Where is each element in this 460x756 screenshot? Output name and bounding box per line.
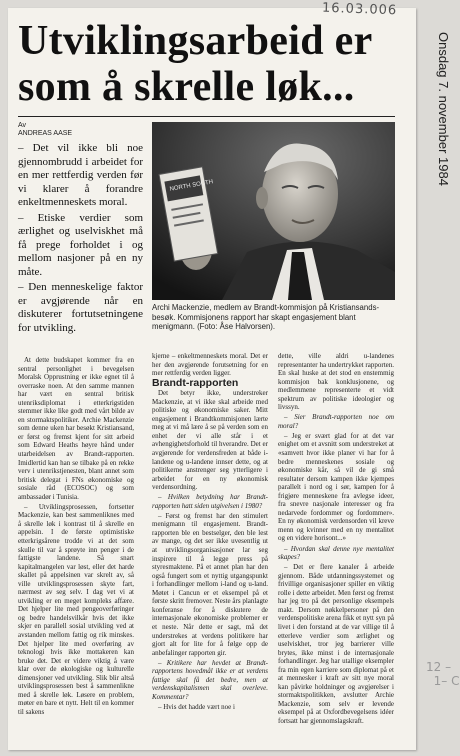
body-paragraph: Det betyr ikke, understreker Mackenzie, at vi ikke skal arbeide med politiske og økonomiske saker. Mitt engasjement i Brandtkommisjonen lærte meg at vi må lære å se på verden som en enhet der vi alle står i et avhengighetsforhold til hverandre. Det er avgjørende for verdensfreden at både i-landene og u-landene innser dette, og at politikerne anstrenger seg ytterligere i arbeidet for en ny økonomisk verdensordning. [152,389,268,492]
interview-question: – Hvordan skal denne nye mentalitet skapes? [278,544,394,562]
publication-date: Onsdag 7. november 1984 [436,32,451,186]
headline: Utviklingsarbeid er som å skrelle løk... [18,18,372,110]
body-paragraph: – Først og fremst har den stimulert menigmann til engasjement. Brandt-rapporten ble en bestselger, den ble lest av mange, og det ser ikke uvesentlig ut at utviklingsorganisasjoner lar seg inspirere til å legge press på styresmaktene. På et annet plan har den også fungert som et nyttig utgangspunkt i forhandlinger mellom i-land og u-land. Møtet i Cancun er et eksempel på et første skritt fremover. Neste års planlagte konferanse for å diskutere de internasjonale økonomiske problemer er et neste. Når dette er sagt, må det understrekes at verdens politikere har gjort alt for lite for å følge opp de anbefalinger rapporten gir. [152,511,268,657]
body-paragraph: At dette budskapet kommer fra en sentral personlighet i bevegelsen Moralsk Opprustning er ikke egnet til å overraske noen. At den samme mannen har vært en sentral britisk utenriksdiplomat i etterkrigstiden stemmer ikke like godt med vårt bilde av en stormaktspolitiker. Archie Mackenzie som denne uken har besøkt Kristiansand, er først og fremst kjent for sitt arbeid som Edward Heaths høyre hånd under utarbeidelsen av Brandt-rapporten. Imidlertid kan han se tilbake på en rekke verv i utenrikstjenesten, blant annet som britisk delegat i FNs økonomiske og sosiale råd (ECOSOC) og som ambassadør i Tunisia. [18,356,134,501]
interview-question: – Kritikere har hevdet at Brandt-rapportens hovedmål ikke er at verdens fattige skal få det bedre, men at verdenskapitalismen skal overleve. Kommentar? [152,658,268,701]
article-column-1 [18,356,134,720]
body-paragraph: kjerne – enkeltmenneskets moral. Det er her den avgjørende forutsetning for en mer rettferdig verden ligger. [152,352,268,378]
photo-caption: Archi Mackenzie, medlem av Brandt-kommisjon på Kristiansands-besøk. Kommisjonens rapport har skapt engasjement blant menigmann. (Foto: Åse Halvorsen). [152,303,380,331]
byline-author: ANDREAS AASE [18,130,73,137]
article-column-2 [152,352,268,720]
body-paragraph: – Det er flere kanaler å arbeide gjennom. Både utdanningssystemet og frivillige organisasjoner spiller en viktig rolle i dette arbeidet. Men først og fremst har jeg tro på det personlige eksempels makt. Dersom nøkkelpersoner på den verdenspolitiske arena fikk et nytt syn på livet i den forstand at de var villige til å etterleve verdier som ærlighet og uselviskhet, tror jeg barrierer ville brytes, ikke minst i de internasjonale forhandlinger. Jeg har utallige eksempler fra min egen karriere som diplomat på et at mennesker i kraft av sitt nye moral kan påvirke holdninger og avgjørelser i stormaktspolitikken, avslutter Archie Mackenzie, som selv er levende eksempel på at Oxfordbevegelsens idéer fortsatt har gjennomslagskraft. [278,563,394,725]
portrait-photo-image [152,122,395,300]
interview-question: – Hvilken betydning har Brandt-rapporten hatt siden utgivelsen i 1980? [152,493,268,510]
body-paragraph: – Jeg er svært glad for at det var enighet om et avsnitt som understreket at «samvett hvor ikke planer vi har for å bedre menneskenes sosiale og økonomiske kår, så vil de gi små resultater dersom kampen ikke kjempes parallelt i nord og i sør, kampen for å frigjøre menneskene fra avlegse ideer, fra snevre nasjonale interesser og fra nedarvede fordommer og fordommer». En ny økonomisk verdensorden vil kreve menn og kvinner med en ny mentalitet og en videre horisont...» [278,431,394,543]
interview-question: – Sier Brandt-rapporten noe om moral? [278,413,394,430]
lead-quote: – Det vil ikke bli noe gjennombrudd i arbeidet for en mer rettferdig verden før vi klarer å forandre enkeltmenneskets moral. [18,142,143,208]
byline-prefix: Av [18,122,27,129]
edge-marks: 12 – 1– C [426,660,460,688]
body-paragraph: – Hvis det hadde vært noe i [158,702,235,711]
body-paragraph: dette, ville aldri u-landenes representanter ha undertrykket rapporten. En skal huske at det stod en enstemmig kommisjon bak konklusjonene, og medlemmene representerte et vidt spektrum av politiske ideologier og livssyn. [278,352,394,412]
lead-quote: – Den menneskelige faktor er avgjørende når en diskuterer fortutsetningene for utvikling. [18,281,143,334]
subheading: Brandt-rapporten [152,377,239,390]
headline-rule [18,116,395,117]
lead-quote: – Etiske verdier som ærlighet og uselviskhet må få prege forholdet i og mellom nasjoner på en ny måte. [18,211,143,278]
body-paragraph: – Utviklingsprosessen, fortsetter Mackenzie, kan best sammenliknes med å skrelle løk i kontrast til å skrelle en appelsin. I de første optimistiske etterkrigsårene trodde vi at det som skulle til var å sprøyte inn penger i de fattigste landene. Så snart kapitalmangelen var løst, eller det harde skallet på appelsinen var skrelt av, så ville utviklingsprosessen skyte fart, nærmest av seg selv. I dag vet vi at utvikling er en meget kompleks affære. Det hjelper lite med pengeoverføringer og bedre handelsvilkår hvis det ikke skjer en parallell sosial utvikling ved at avstanden mellom fattig og rik minskes. Det hjelper lite med overføring av teknologi hvis ikke mottakeren kan bruke det. Det er videre viktig å være klar over de økologiske og kulturelle dimensjoner ved utvikling. Slik blir altså utviklingsprosessen best å sammenlikne med å skrelle løk. Løsere en problem, møter en bare et nytt. Helt til en kommer til sakens [18,502,134,716]
book-title: NORTH SOUTH [169,179,214,193]
archive-stamp: 16.03.006 [321,0,398,19]
byline [18,122,143,138]
portrait-photo [152,122,395,300]
article-column-3 [278,352,394,725]
lead-quotes [18,142,143,337]
